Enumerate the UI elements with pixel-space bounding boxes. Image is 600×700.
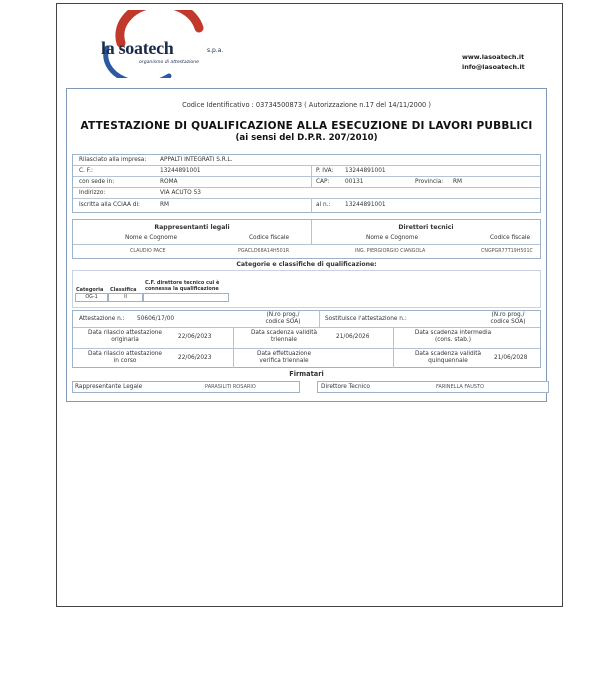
- cf-value: 13244891001: [160, 168, 201, 174]
- ril-orig-label-line1: Data rilascio attestazione: [88, 330, 162, 336]
- cap-label: CAP:: [316, 179, 330, 185]
- scad-quin-value: 21/06/2028: [494, 355, 528, 361]
- col-categoria: Categoria: [76, 287, 104, 293]
- legali-title: Rappresentanti legali: [154, 224, 230, 231]
- document-subtitle: (ai sensi del D.P.R. 207/2010): [235, 133, 378, 143]
- rappresentante-legale-box: [72, 381, 300, 393]
- direttore-tecnico-value: FARINELLA FAUSTO: [436, 384, 485, 390]
- ril-orig-label-line2: originaria: [111, 337, 139, 343]
- ril-corso-label-line2: in corso: [113, 358, 137, 364]
- scad-trien-label-line1: Data scadenza validità: [250, 330, 318, 336]
- categoria-value: OG-1: [85, 295, 98, 300]
- piva-label: P. IVA:: [316, 168, 334, 174]
- rilasciato-label: Rilasciato alla impresa:: [79, 157, 147, 163]
- scad-quin-label-line2: quinquennale: [428, 358, 468, 364]
- categoria-cell: [75, 293, 108, 302]
- rappresentante-legale-value: PARASILITI ROSARIO: [205, 384, 256, 390]
- rilasciato-value: APPALTI INTEGRATI S.R.L.: [160, 157, 233, 163]
- sede-label: con sede in:: [79, 179, 115, 185]
- legali-col-nome: Nome e Cognome: [125, 235, 178, 241]
- cap-value: 00131: [345, 179, 364, 185]
- tecnico-cf: CNGPGR77T19H501C: [481, 249, 533, 254]
- indirizzo-label: Indirizzo:: [79, 190, 106, 196]
- verif-label-line2: verifica triennale: [259, 358, 309, 364]
- categorie-section: [72, 270, 541, 308]
- categorie-title: Categorie e classifiche di qualificazione:: [236, 261, 377, 268]
- legale-nome: CLAUDIO PACE: [130, 249, 166, 254]
- ril-corso-label-line1: Data rilascio attestazione: [88, 351, 162, 357]
- sede-value: ROMA: [160, 179, 178, 185]
- website-link[interactable]: www.lasoatech.it: [462, 53, 525, 61]
- provincia-value: RM: [453, 179, 463, 185]
- classifica-cell: [108, 293, 143, 302]
- scad-quin-label-line1: Data scadenza validità: [414, 351, 482, 357]
- codice-identificativo: Codice Identificativo : 03734500873 ( Autorizzazione n.17 del 14/11/2000 ): [182, 101, 431, 109]
- soatech-logo: [99, 10, 224, 78]
- rappresentanti-section: [72, 219, 541, 259]
- verif-label-line1: Data effettuazione: [256, 351, 312, 357]
- nro-prog-1-line2: codice SOA): [265, 319, 301, 325]
- nro-prog-1-line1: (N.ro prog./: [266, 312, 300, 318]
- tecnici-title: Direttori tecnici: [398, 224, 454, 231]
- cf-label: C. F.:: [79, 168, 93, 174]
- sostituisce-label: Sostituisce l'attestazione n.:: [325, 316, 407, 322]
- scad-inter-label-line2: (cons. stab.): [434, 337, 471, 343]
- rappresentante-legale-label: Rappresentante Legale: [75, 384, 143, 390]
- col-cf-direttore-line1: C.F. direttore tecnico cui è: [145, 280, 220, 286]
- scad-trien-value: 21/06/2026: [336, 334, 370, 340]
- cciaa-value: RM: [160, 202, 170, 208]
- legale-cf: PGACLD68A14H501R: [238, 249, 290, 254]
- document-page: [56, 3, 563, 607]
- nro-prog-2-line2: codice SOA): [490, 319, 526, 325]
- attestazione-value: 50606/17/00: [137, 316, 175, 322]
- indirizzo-value: VIA ACUTO 53: [160, 190, 201, 196]
- ril-orig-value: 22/06/2023: [178, 334, 212, 340]
- company-suffix: s.p.a.: [207, 47, 224, 54]
- scad-inter-label-line1: Data scadenza intermedia: [414, 330, 492, 336]
- col-cf-direttore-line2: connessa la qualificazione: [145, 286, 219, 292]
- firmatari-title: Firmatari: [289, 370, 324, 378]
- impresa-section: [72, 154, 541, 213]
- ril-corso-value: 22/06/2023: [178, 355, 212, 361]
- col-classifica: Classifica: [110, 287, 137, 293]
- provincia-label: Provincia:: [415, 179, 444, 185]
- aln-label: al n.:: [316, 202, 331, 208]
- company-subtitle: organismo di attestazione: [139, 60, 199, 65]
- cf-direttore-cell: [143, 293, 229, 302]
- classifica-value: II: [124, 295, 127, 300]
- tecnico-nome: ING. PIERGIORGIO CIANGOLA: [355, 249, 426, 254]
- scad-trien-label-line2: triennale: [271, 337, 297, 343]
- contact-block: [462, 52, 525, 72]
- attestazione-label: Attestazione n.:: [79, 316, 125, 322]
- tecnici-col-nome: Nome e Cognome: [366, 235, 419, 241]
- nro-prog-2-line1: (N.ro prog./: [491, 312, 525, 318]
- tecnici-col-cf: Codice fiscale: [490, 235, 531, 241]
- cciaa-label: Iscritta alla CCIAA di:: [79, 202, 141, 208]
- company-name: la soatech: [101, 38, 174, 58]
- document-title: ATTESTAZIONE DI QUALIFICAZIONE ALLA ESECUZIONE DI LAVORI PUBBLICI: [80, 120, 533, 132]
- legali-col-cf: Codice fiscale: [249, 235, 290, 241]
- aln-value: 13244891001: [345, 202, 386, 208]
- email-link[interactable]: info@lasoatech.it: [462, 63, 525, 71]
- attestazione-section: [72, 310, 541, 368]
- certificate-frame: [66, 88, 547, 402]
- direttore-tecnico-label: Direttore Tecnico: [321, 384, 370, 390]
- direttore-tecnico-box: [317, 381, 549, 393]
- piva-value: 13244891001: [345, 168, 386, 174]
